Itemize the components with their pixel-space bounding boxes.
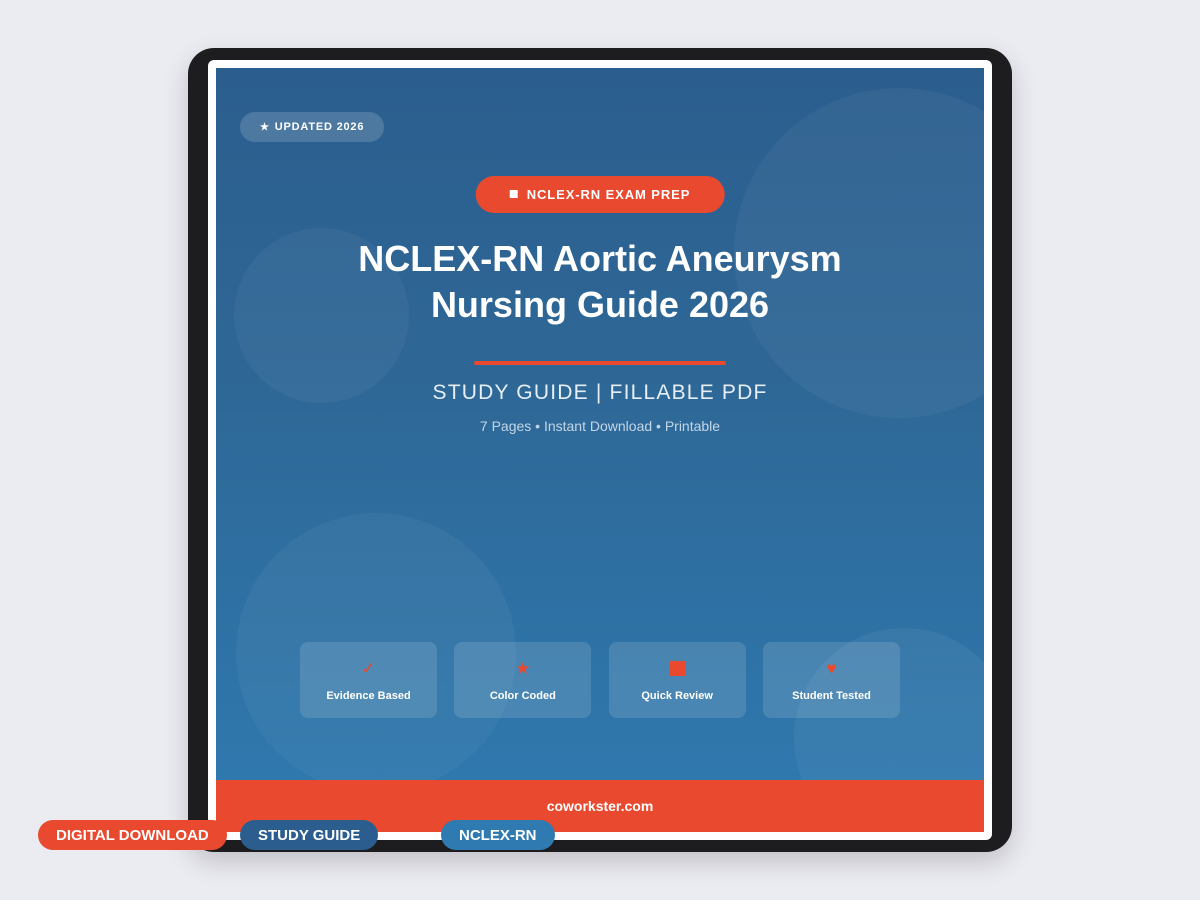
- tablet-device-frame: [188, 48, 1012, 852]
- feature-card-student-tested: [763, 642, 900, 718]
- feature-label: Student Tested: [792, 689, 871, 702]
- feature-label: Quick Review: [641, 689, 713, 702]
- exam-prep-label: NCLEX-RN EXAM PREP: [526, 187, 691, 202]
- footer-site-label: coworkster.com: [546, 798, 654, 814]
- feature-card-evidence-based: [300, 642, 437, 718]
- star-icon: ★: [260, 122, 270, 133]
- feature-row: [300, 642, 900, 718]
- title-line-2: Nursing Guide 2026: [430, 284, 770, 326]
- device-screen: [208, 60, 992, 840]
- feature-card-color-coded: [454, 642, 591, 718]
- star-icon: ★: [515, 659, 531, 678]
- title-line-1: NCLEX-RN Aortic Aneurysm: [358, 238, 842, 279]
- exam-prep-pill: [476, 176, 725, 213]
- square-icon: [510, 190, 518, 198]
- title-divider: [474, 361, 726, 365]
- poster-meta: 7 Pages • Instant Download • Printable: [479, 418, 721, 434]
- badge-nclex-rn: NCLEX-RN: [441, 820, 555, 850]
- badge-study-guide: STUDY GUIDE: [240, 820, 378, 850]
- check-icon: ✓: [361, 659, 376, 678]
- updated-badge: [240, 112, 384, 142]
- updated-badge-label: UPDATED 2026: [274, 121, 365, 133]
- page-title: [216, 236, 984, 328]
- feature-label: Color Coded: [489, 689, 556, 702]
- square-icon: [670, 659, 685, 679]
- feature-card-quick-review: [609, 642, 746, 718]
- feature-label: Evidence Based: [326, 689, 411, 702]
- heart-icon: ♥: [826, 659, 837, 678]
- product-poster: [216, 68, 984, 832]
- poster-subtitle: STUDY GUIDE | FILLABLE PDF: [432, 381, 768, 404]
- badge-digital-download: DIGITAL DOWNLOAD: [38, 820, 227, 850]
